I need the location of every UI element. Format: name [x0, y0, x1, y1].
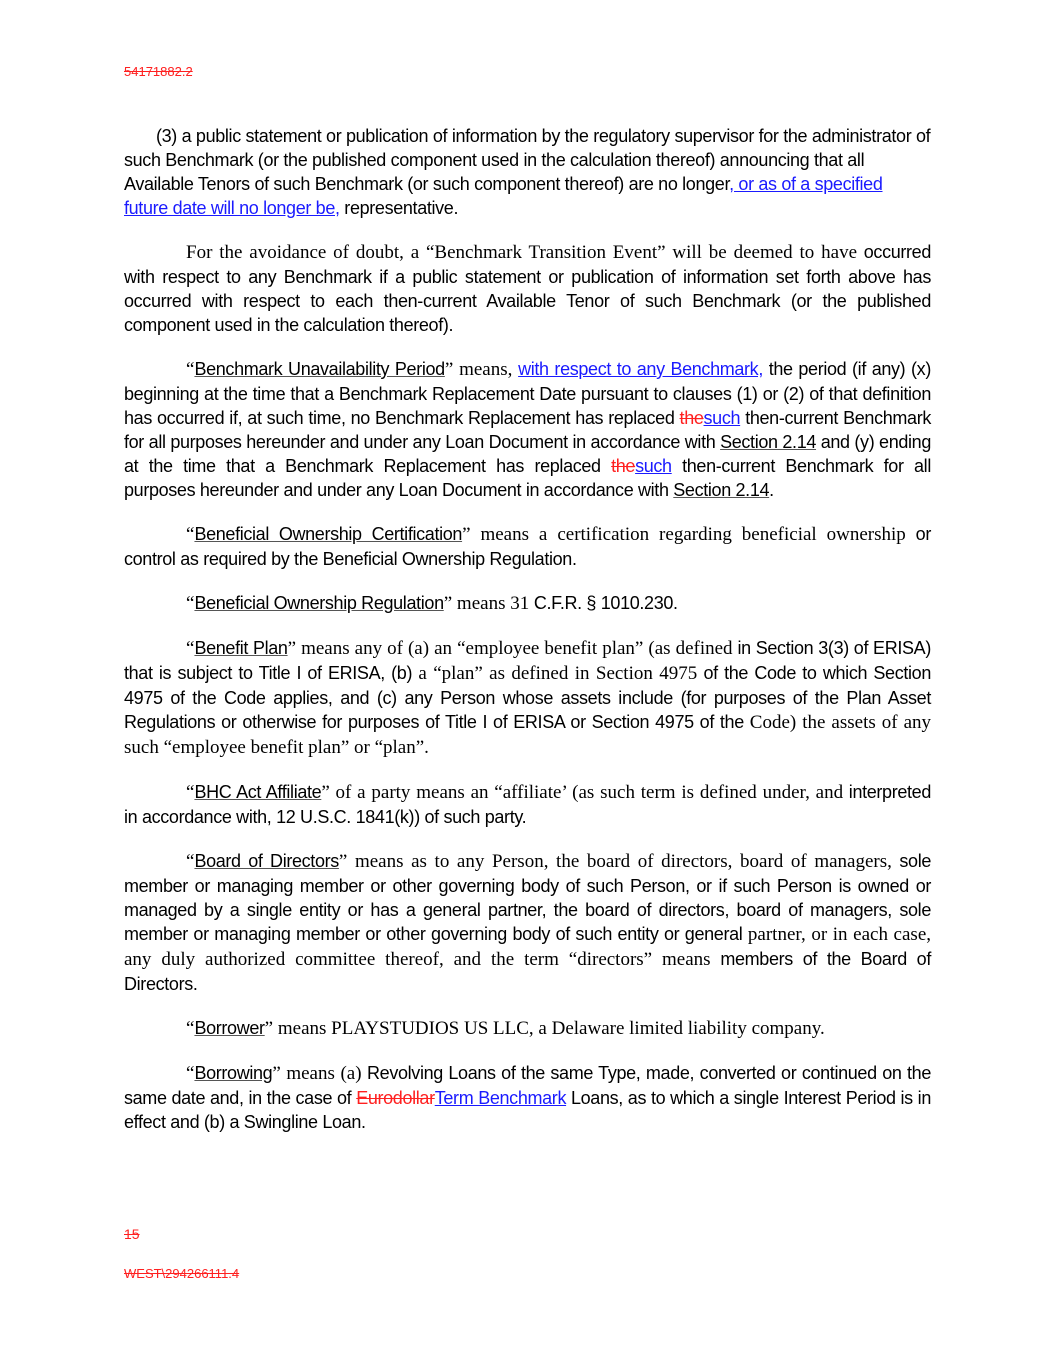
- text-run-serif: For the avoidance of doubt, a “Benchmark Transition Event” will be deemed to have: [186, 242, 858, 263]
- text-run: in Section 3(3) of ERISA) that is subject to Title I of ERISA, (b): [124, 638, 931, 683]
- defined-term: Borrower: [194, 1018, 265, 1038]
- text-run-serif: ” of a party means an “affiliate’ (as such term is defined under, and: [321, 782, 844, 803]
- text-run: occurred with respect to any Benchmark if a public statement or publication of information set forth above has occurred with respect to each then-current Available Tenor of such Benchmark (or the published component used in the calculation thereof).: [124, 242, 931, 335]
- insertion: , or as of a specified future date will no longer be,: [124, 174, 883, 218]
- defined-term: Board of Directors: [194, 851, 339, 871]
- section-reference: Section 2.14: [673, 480, 770, 500]
- text-run: then-current Benchmark for all purposes hereunder and under any Loan Document in accordance with: [124, 408, 931, 452]
- defined-term: Beneficial Ownership Certification: [194, 524, 463, 544]
- open-quote: “: [186, 524, 195, 545]
- text-run: .: [769, 480, 774, 500]
- text-run-serif: ” means a certification regarding beneficial ownership: [462, 524, 906, 545]
- deletion: the: [611, 456, 636, 476]
- text-run: and (y) ending at the time that a Benchmark Replacement has replaced: [124, 432, 932, 476]
- text-run-serif: ” means PLAYSTUDIOS US LLC, a Delaware limited liability company.: [264, 1018, 825, 1039]
- definition-borrower: [124, 1016, 931, 1041]
- open-quote: “: [186, 851, 195, 872]
- definition-borrowing: [124, 1061, 931, 1134]
- text-run-serif: ” means as to any Person, the board of directors, board of managers,: [338, 851, 892, 872]
- definition-beneficial-ownership-certification: [124, 522, 931, 571]
- deletion: Eurodollar: [356, 1088, 435, 1108]
- section-reference: Section 2.14: [720, 432, 817, 452]
- defined-term: Benchmark Unavailability Period: [194, 359, 445, 379]
- text-run-serif: Code) the assets of any such “employee benefit plan” or “plan”.: [124, 712, 931, 758]
- definition-benchmark-unavailability-period: [124, 357, 931, 502]
- paragraph-clause-3: [124, 124, 931, 220]
- defined-term: Beneficial Ownership Regulation: [194, 593, 444, 613]
- insertion: Term Benchmark: [434, 1088, 567, 1108]
- text-run: interpreted in accordance with, 12 U.S.C. 1841(k)) of such party.: [124, 782, 931, 827]
- text-run: then-current Benchmark for all purposes hereunder and under any Loan Document in accordance with: [124, 456, 931, 500]
- footer-doc-id: WEST\294266111.4: [124, 1266, 240, 1281]
- text-run: sole member or managing member or other governing body of such Person, or if such Person is owned or managed by a single entity or has a general partner, the board of directors, board of managers, sole member or managing member or other governing body of such entity or general: [124, 851, 932, 944]
- defined-term: BHC Act Affiliate: [194, 782, 322, 802]
- text-run: C.F.R. § 1010.230.: [529, 593, 678, 613]
- text-run-serif: ” means,: [444, 359, 513, 380]
- footer-page-number: 15: [124, 1226, 140, 1242]
- open-quote: “: [186, 593, 195, 614]
- text-run: (3) a public statement or publication of information by the regulatory supervisor for the administrator of such Benchmark (or the published component used in the calculation thereof) announcing that all Available Tenors of such Benchmark (or such component thereof) are no longer: [124, 126, 931, 194]
- text-run: the period (if any) (x) beginning at the time that a Benchmark Replacement Date pursuant to clauses (1) or (2) of that definition has occurred if, at such time, no Benchmark Replacement has replaced: [124, 359, 931, 428]
- text-run-serif: a “plan” as defined in Section 4975: [418, 663, 698, 684]
- deletion: the: [679, 408, 704, 428]
- text-run: Loans, as to which a single Interest Period is in effect and (b) a Swingline Loan.: [124, 1088, 931, 1132]
- insertion: such: [635, 456, 672, 476]
- definition-bhc-act-affiliate: [124, 780, 931, 829]
- text-run-serif: partner, or in each case, any duly authorized committee thereof, and the term “directors” means: [124, 924, 931, 970]
- open-quote: “: [186, 782, 195, 803]
- paragraph-avoidance-of-doubt: [124, 240, 931, 337]
- defined-term: Borrowing: [194, 1063, 273, 1083]
- text-run: representative.: [339, 198, 459, 218]
- definition-beneficial-ownership-regulation: [124, 591, 931, 616]
- text-run: of the Code to which Section 4975 of the Code applies, and (c) any Person whose assets include (for purposes of the Plan Asset Regulations or otherwise for purposes of Title I of ERISA or Section 4975 of the: [124, 663, 931, 732]
- definition-board-of-directors: [124, 849, 931, 996]
- open-quote: “: [186, 359, 195, 380]
- open-quote: “: [186, 1018, 195, 1039]
- insertion: with respect to any Benchmark,: [518, 359, 763, 379]
- open-quote: “: [186, 1063, 195, 1084]
- text-run-serif: ” means (a): [272, 1063, 362, 1084]
- text-run-serif: ” means 31: [443, 593, 530, 614]
- text-run: Revolving Loans of the same Type, made, converted or continued on the same date and, in the case of: [124, 1063, 931, 1108]
- header-doc-id: 54171882.2: [124, 64, 193, 79]
- text-run: or control as required by the Beneficial Ownership Regulation.: [124, 524, 931, 569]
- document-body: [124, 124, 931, 1154]
- text-run-serif: ” means any of (a) an “employee benefit plan” (as defined: [287, 638, 733, 659]
- text-run: members of the Board of Directors.: [124, 949, 931, 994]
- definition-benefit-plan: [124, 636, 931, 760]
- insertion: such: [703, 408, 741, 428]
- defined-term: Benefit Plan: [194, 638, 288, 658]
- open-quote: “: [186, 638, 195, 659]
